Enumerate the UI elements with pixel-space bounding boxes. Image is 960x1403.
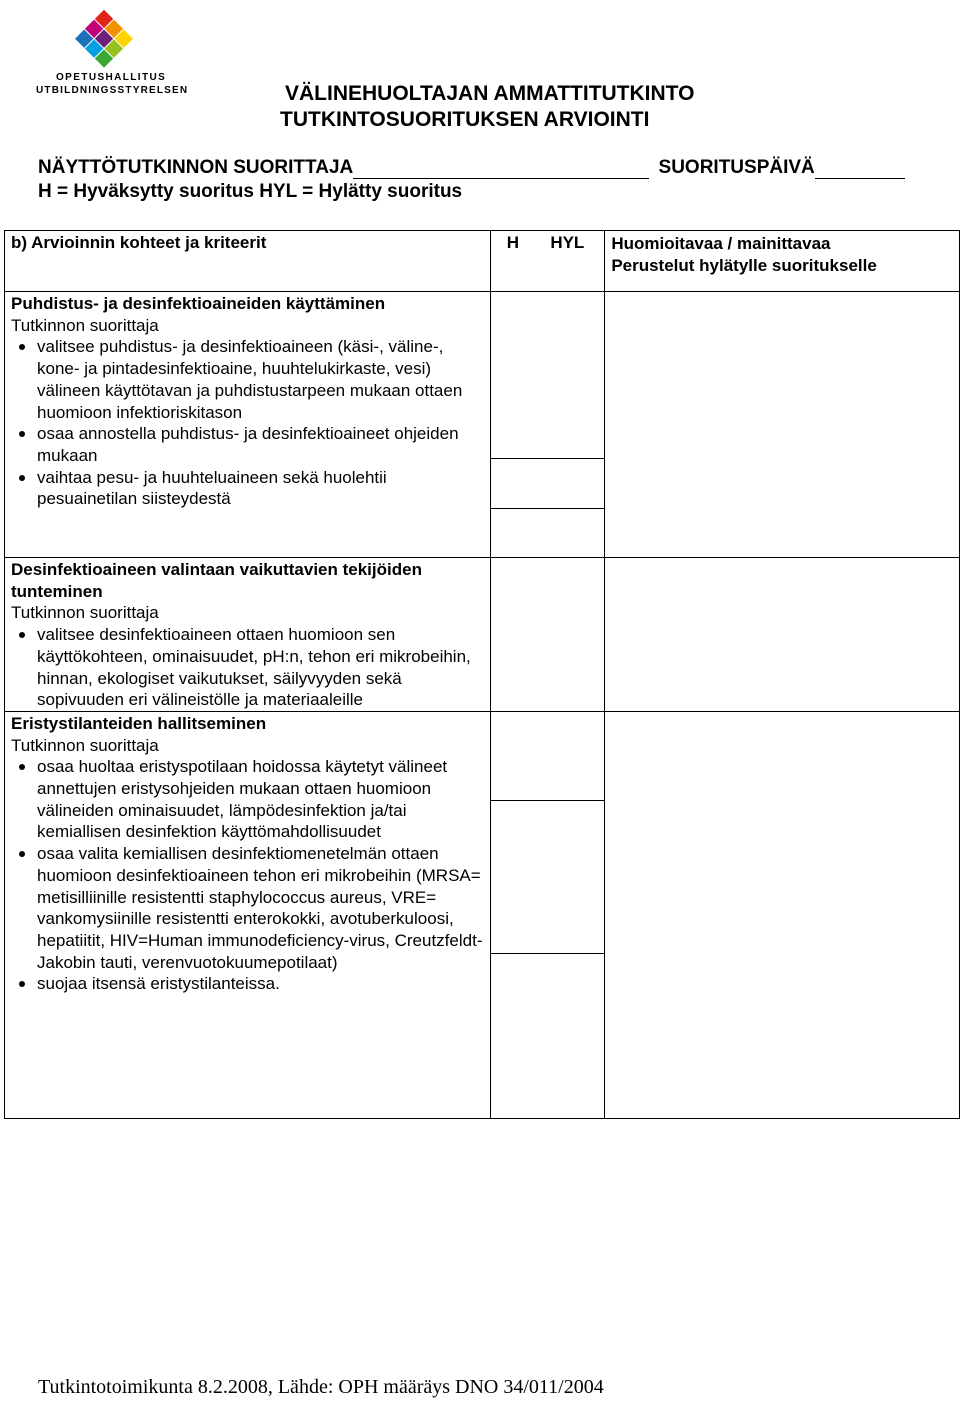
criteria-list [11, 756, 484, 995]
section-subject: Tutkinnon suorittaja [11, 315, 159, 335]
rejected-header: HYL [550, 233, 585, 252]
notes-cell[interactable] [605, 558, 960, 712]
logo-text-sv: UTBILDNINGSSTYRELSEN [36, 85, 189, 96]
logo-text-fi: OPETUSHALLITUS [56, 72, 167, 83]
grade-subcell[interactable] [491, 712, 605, 801]
notes-cell[interactable] [605, 711, 960, 1118]
notes-column-header [605, 231, 960, 292]
criteria-cell [5, 558, 491, 712]
grade-subcells [491, 292, 605, 557]
section-row [5, 292, 960, 558]
assessment-table [4, 230, 960, 1119]
section-row [5, 558, 960, 712]
table-header-row [5, 231, 960, 292]
criteria-cell [5, 711, 491, 1118]
notes-cell[interactable] [605, 292, 960, 558]
section-heading: Puhdistus- ja desinfektioaineiden käyttäminen [11, 294, 386, 313]
criteria-item: valitsee puhdistus- ja desinfektioaineen (käsi-, väline-, kone- ja pintadesinfektioaine, huuhtelukirkaste, vesi) välineen käyttötavan ja puhdistustarpeen mukaan ottaen huomioon infektioriskitason [11, 336, 484, 423]
grade-subcell[interactable] [491, 459, 605, 509]
criteria-item: suojaa itsensä eristystilanteissa. [11, 973, 484, 995]
grade-cell[interactable] [490, 711, 605, 1118]
section-subject: Tutkinnon suorittaja [11, 735, 159, 755]
candidate-name-field[interactable] [353, 160, 649, 179]
grade-subcells [491, 712, 605, 1118]
notes-header-line1: Huomioitavaa / mainittavaa [611, 234, 831, 253]
criteria-item: vaihtaa pesu- ja huuhteluaineen sekä huolehtii pesuainetilan siisteydestä [11, 467, 484, 510]
logo-mark-icon [36, 4, 176, 70]
approved-header: H [506, 233, 519, 252]
criteria-item: osaa valita kemiallisen desinfektiomenetelmän ottaen huomioon desinfektioaineen tehon eri mikrobeihin (MRSA= metisilliinille resistentti staphylococcus aureus, VRE= vankomysiinille resistentti enterokokki, avotuberkuloosi, hepatiitit, HIV=Human immunodeficiency-virus, Creutzfeldt-Jakobin tauti, verenvuotokuumepotilaat) [11, 843, 484, 973]
section-heading: Desinfektioaineen valintaan vaikuttavien tekijöiden tunteminen [11, 560, 422, 601]
section-subject: Tutkinnon suorittaja [11, 603, 159, 623]
grade-subcell[interactable] [491, 509, 605, 558]
candidate-label: NÄYTTÖTUTKINNON SUORITTAJA [38, 157, 354, 178]
grade-subcell[interactable] [491, 953, 605, 1118]
notes-header-line2: Perustelut hylätylle suoritukselle [611, 256, 877, 275]
criteria-item: valitsee desinfektioaineen ottaen huomioon sen käyttökohteen, ominaisuudet, pH:n, tehon eri mikrobeihin, hinnan, ekologiset vaikutukset, säilyvyyden sekä sopivuuden eri välineistölle ja materiaaleille [11, 624, 484, 711]
grading-legend: H = Hyväksytty suoritus HYL = Hylätty suoritus [38, 181, 463, 202]
criteria-cell [5, 292, 491, 558]
grade-cell[interactable] [490, 558, 605, 712]
document-title: VÄLINEHUOLTAJAN AMMATTITUTKINTO [285, 82, 695, 105]
grade-subcell[interactable] [491, 292, 605, 459]
section-row [5, 711, 960, 1118]
criteria-column-header: b) Arvioinnin kohteet ja kriteerit [5, 231, 491, 292]
opetushallitus-logo [36, 4, 189, 98]
grade-column-header [490, 231, 605, 292]
criteria-list [11, 336, 484, 510]
candidate-line [38, 157, 905, 179]
document-subtitle: TUTKINTOSUORITUKSEN ARVIOINTI [280, 108, 650, 131]
date-label: SUORITUSPÄIVÄ [658, 157, 815, 178]
criteria-item: osaa annostella puhdistus- ja desinfektioaineet ohjeiden mukaan [11, 423, 484, 466]
date-field[interactable] [815, 160, 905, 179]
criteria-item: osaa huoltaa eristyspotilaan hoidossa käytetyt välineet annettujen eristysohjeiden mukaan ottaen huomioon välineiden ominaisuudet, lämpödesinfektion ja/tai kemiallisen desinfektion käyttömahdollisuudet [11, 756, 484, 843]
section-heading: Eristystilanteiden hallitseminen [11, 713, 267, 733]
grade-subcell[interactable] [491, 800, 605, 953]
criteria-list [11, 624, 484, 711]
grade-cell[interactable] [490, 292, 605, 558]
footer-source: Tutkintotoimikunta 8.2.2008, Lähde: OPH määräys DNO 34/011/2004 [38, 1376, 604, 1398]
